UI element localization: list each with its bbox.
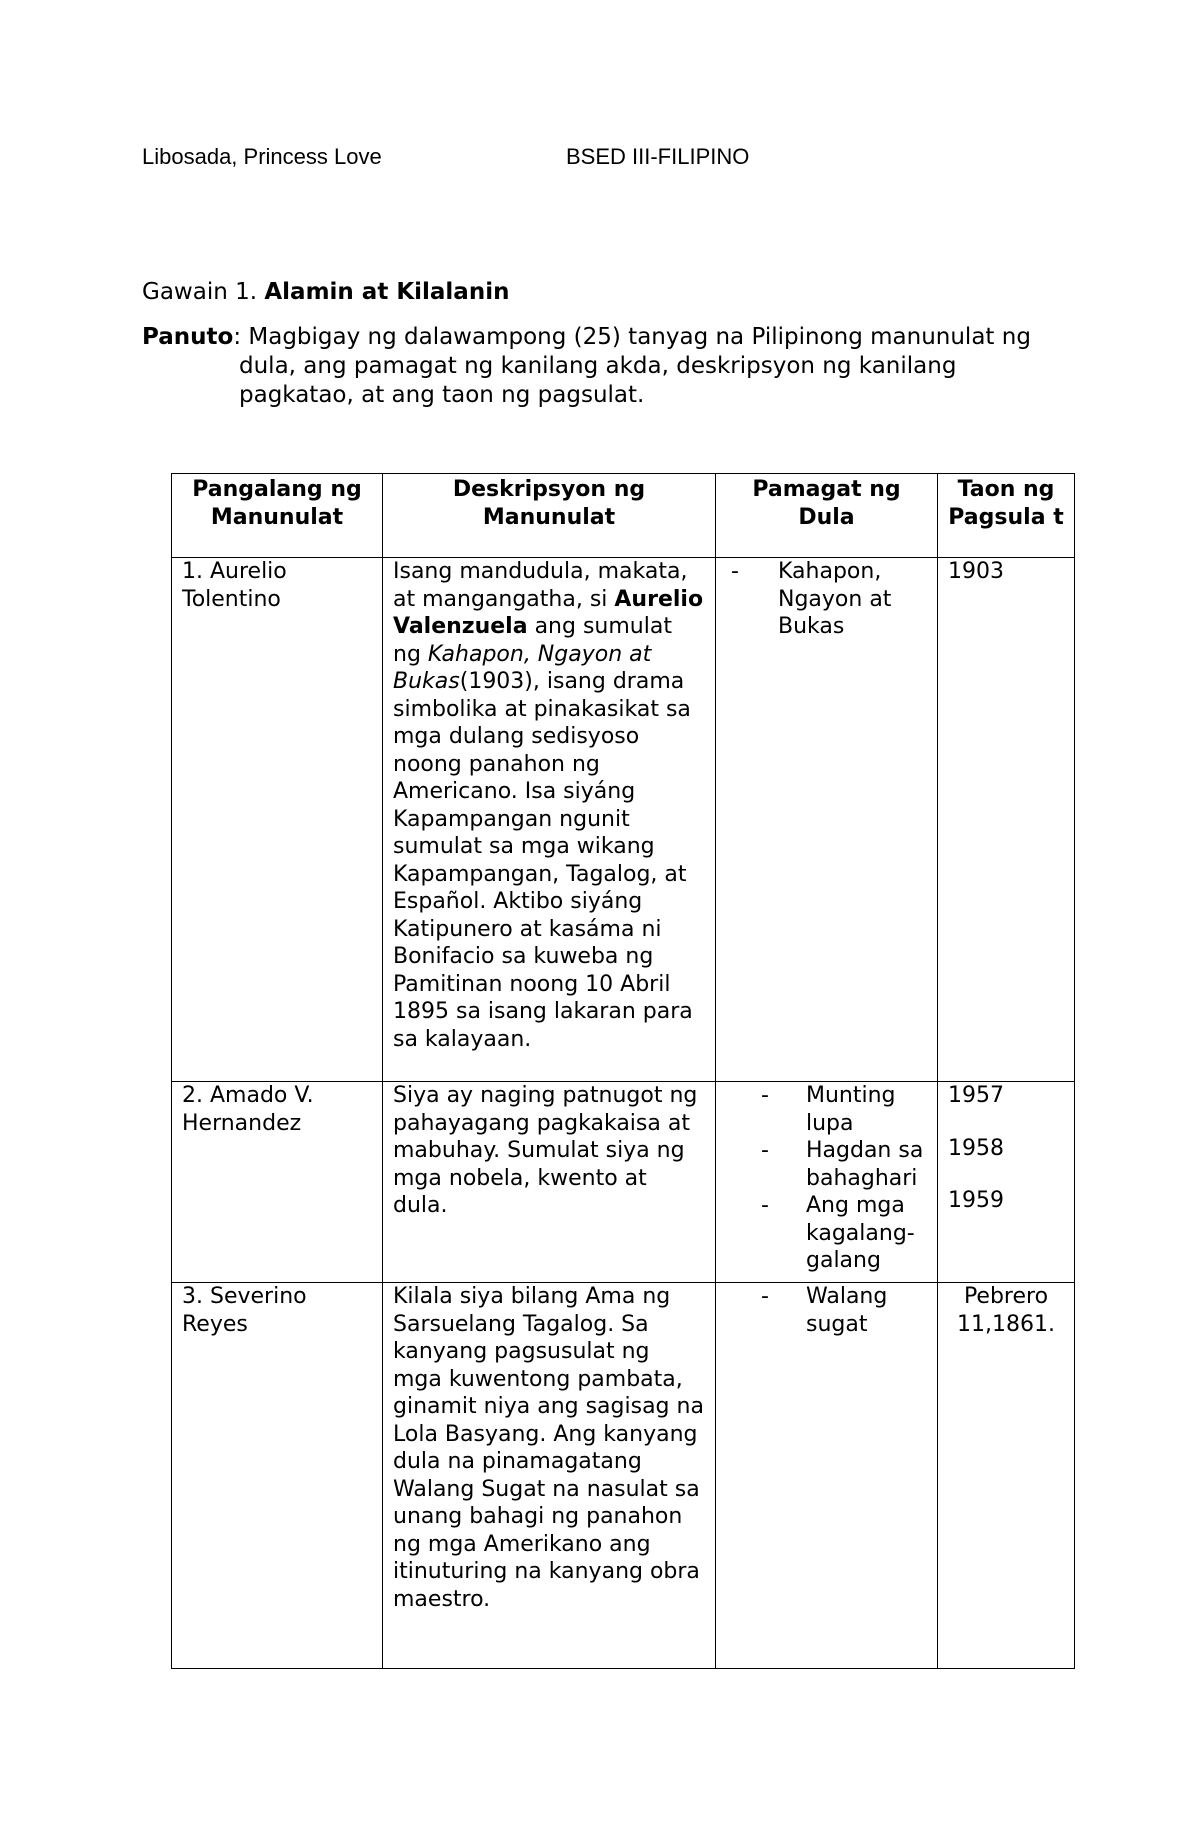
plays-cell <box>716 558 938 1082</box>
writers-table <box>171 473 1075 1669</box>
header-description: Deskripsyon ng Manunulat <box>383 474 716 558</box>
course-label: BSED III-FILIPINO <box>566 144 750 169</box>
plays-list <box>726 558 927 641</box>
play-item: - Munting lupa <box>726 1082 927 1137</box>
description-italic-title: Kahapon, Ngayon at Bukas <box>393 641 652 694</box>
year-value: 1958 <box>948 1135 1004 1161</box>
plays-list <box>726 1283 927 1338</box>
description-text: (1903), isang drama simbolika at pinakasikat sa mga dulang sedisyoso noong panahon ng Americano. Isa siyáng Kapampangan ngunit sumulat sa mga wikang Kapampangan, Tagalog, at Español. Aktibo siyáng Katipunero at kasáma ni Bonifacio sa kuweba ng Pamitinan noong 10 Abril 1895 sa isang lakaran para sa kalayaan. <box>393 669 693 1052</box>
description-cell: Siya ay naging patnugot ng pahayagang pagkakaisa at mabuhay. Sumulat siya ng mga nobela, kwento at dula. <box>383 1082 716 1283</box>
header-year: Taon ng Pagsula t <box>938 474 1075 558</box>
instruction-line-1: Magbigay ng dalawampong (25) tanyag na Pilipinong manunulat ng <box>248 324 1031 350</box>
writer-name-cell: 2. Amado V. Hernandez <box>172 1082 383 1283</box>
description-cell <box>383 558 716 1082</box>
writer-name-cell: 1. Aurelio Tolentino <box>172 558 383 1082</box>
table-row <box>172 1283 1075 1669</box>
year-cell <box>938 1082 1075 1283</box>
table-row <box>172 558 1075 1082</box>
play-item: - Walang sugat <box>726 1283 927 1338</box>
plays-cell <box>716 1283 938 1669</box>
instruction-first-line <box>142 323 1072 352</box>
year-cell <box>938 558 1075 1082</box>
student-name: Libosada, Princess Love <box>142 144 382 169</box>
header-writer-name: Pangalang ng Manunulat <box>172 474 383 558</box>
description-cell: Kilala siya bilang Ama ng Sarsuelang Tagalog. Sa kanyang pagsusulat ng mga kuwentong pambata, ginamit niya ang sagisag na Lola Basyang. Ang kanyang dula na pinamagatang Walang Sugat na nasulat sa unang bahagi ng panahon ng mga Amerikano ang itinuturing na kanyang obra maestro. <box>383 1283 716 1669</box>
plays-list <box>726 1082 927 1275</box>
activity-title <box>142 278 509 306</box>
year-value: 1959 <box>948 1188 1004 1213</box>
header-play-title: Pamagat ng Dula <box>716 474 938 558</box>
plays-cell <box>716 1082 938 1283</box>
table-row <box>172 1082 1075 1283</box>
year-cell: Pebrero 11,1861. <box>938 1283 1075 1669</box>
instruction-paragraph <box>142 323 1072 410</box>
table-header-row <box>172 474 1075 558</box>
activity-name: Alamin at Kilalanin <box>264 279 510 305</box>
instruction-label: Panuto <box>142 324 234 350</box>
play-item: - Hagdan sa bahaghari <box>726 1137 927 1192</box>
instruction-colon: : <box>233 324 249 350</box>
description-text: ang sumulat ng <box>393 614 672 667</box>
writer-name-cell: 3. Severino Reyes <box>172 1283 383 1669</box>
description-bold-name: Aurelio Valenzuela <box>393 586 704 639</box>
instruction-line-3: pagkatao, at ang taon ng pagsulat. <box>239 382 645 408</box>
year-value: 1903 <box>948 559 1004 584</box>
play-item: - Kahapon, Ngayon at Bukas <box>726 558 927 641</box>
play-item: - Ang mga kagalang-galang <box>726 1192 927 1275</box>
description-text: Isang mandudula, makata, at mangangatha, si <box>393 559 688 612</box>
instruction-line-2: dula, ang pamagat ng kanilang akda, deskripsyon ng kanilang <box>239 353 957 379</box>
year-value: 1957 <box>948 1083 1004 1108</box>
activity-prefix: Gawain 1. <box>142 279 265 305</box>
